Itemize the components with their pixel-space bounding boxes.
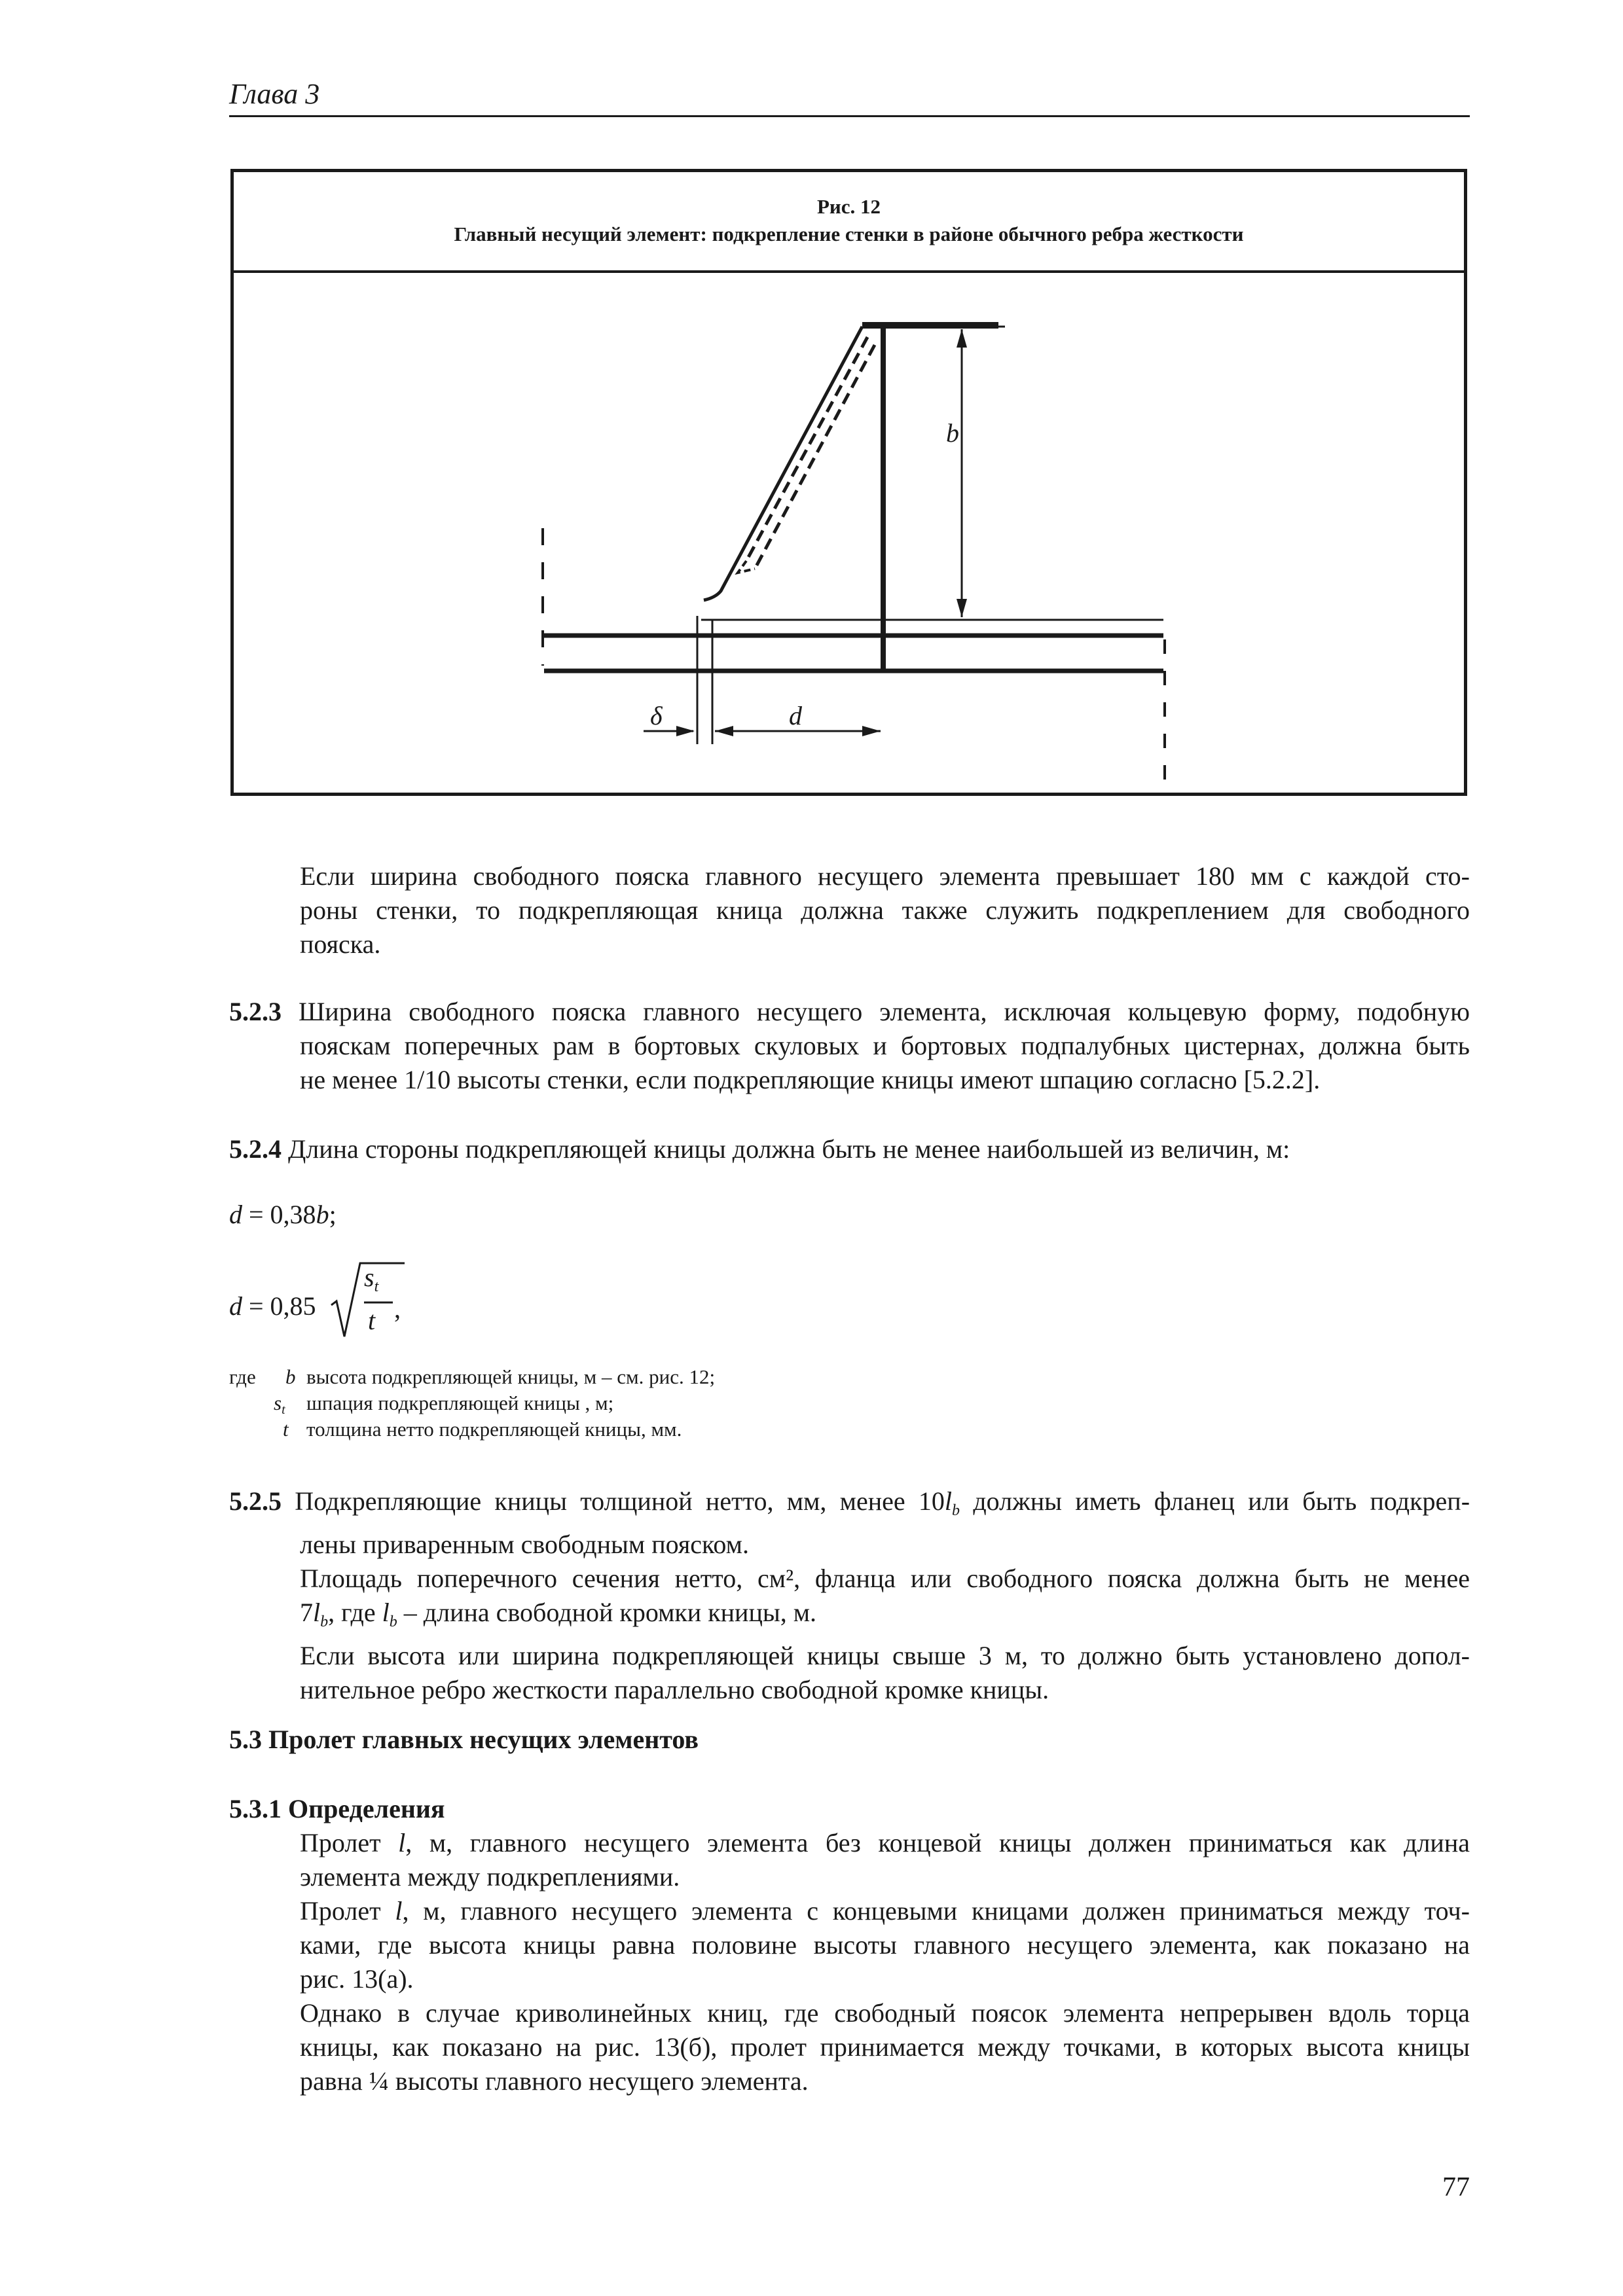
text-line: Если ширина свободного пояска главного несущего элемента превышает 180 мм с каждой сто- xyxy=(300,861,1470,891)
figure-title: Главный несущий элемент: подкрепление стенки в районе обычного ребра жесткости xyxy=(454,223,1244,245)
text-line: роны стенки, то подкрепляющая кница должна также служить подкреплением для свободного xyxy=(300,895,1470,925)
text-line: ками, где высота кницы равна половине высоты главного несущего элемента, как показано на xyxy=(300,1930,1470,1960)
where-row-b xyxy=(229,1364,884,1390)
formula-2 xyxy=(229,1289,316,1323)
section-number: 5.2.4 xyxy=(229,1134,282,1164)
formula-var: b xyxy=(316,1200,329,1229)
text-span: , м, главного несущего элемента с концевыми кницами должен приниматься между точ- xyxy=(402,1896,1470,1926)
section-heading-5-3-1: 5.3.1 Определения xyxy=(229,1794,445,1823)
formula-var: l xyxy=(313,1598,321,1627)
formula-sub: b xyxy=(320,1613,329,1630)
where-block xyxy=(229,1364,884,1443)
bracket-dashed-2 xyxy=(755,345,875,569)
b-arrow-bottom xyxy=(957,599,967,617)
where-text: высота подкрепляющей кницы, м – см. рис. 12; xyxy=(306,1365,716,1388)
formula-text: , xyxy=(394,1294,401,1323)
where-symbol: b xyxy=(285,1365,296,1388)
text-line: пояска. xyxy=(300,929,381,959)
chapter-title: Глава 3 xyxy=(229,78,320,110)
page-number: 77 xyxy=(1442,2172,1470,2202)
text-span: – длина свободной кромки кницы, м. xyxy=(397,1598,817,1627)
text-line xyxy=(229,1596,1470,1639)
text-line xyxy=(300,1894,1470,1928)
delta-arrow-head xyxy=(676,726,695,736)
where-row-t xyxy=(229,1416,884,1443)
where-row-s xyxy=(229,1390,884,1416)
text-span: Пролет xyxy=(300,1828,399,1857)
where-text: толщина нетто подкрепляющей кницы, мм. xyxy=(306,1418,682,1441)
formula-var: l xyxy=(944,1486,953,1516)
formula-text: ; xyxy=(329,1200,337,1229)
where-symbol-sub: t xyxy=(282,1403,285,1417)
formula-var: s xyxy=(364,1263,374,1292)
bracket-edge xyxy=(704,327,862,600)
text-line: Однако в случае криволинейных книц, где свободный поясок элемента непрерывен вдоль торца xyxy=(300,1998,1470,2028)
text-line xyxy=(300,1826,1470,1860)
text-span: Пролет xyxy=(300,1896,395,1926)
section-number: 5.2.3 xyxy=(229,997,282,1026)
formula-sub: b xyxy=(389,1613,397,1630)
section-number: 5.2.5 xyxy=(229,1486,282,1516)
text-span: Ширина свободного пояска главного несущего элемента, исключая кольцевую форму, подобную xyxy=(298,997,1470,1026)
text-line: рис. 13(а). xyxy=(300,1964,414,1994)
formula-var: l xyxy=(395,1896,403,1926)
bracket-dashed-end xyxy=(738,561,755,573)
text-line: не менее 1/10 высоты стенки, если подкрепляющие кницы имеют шпацию согласно [5.2.2]. xyxy=(300,1065,1321,1094)
text-line: Если высота или ширина подкрепляющей кницы свыше 3 м, то должно быть установлено допол- xyxy=(300,1641,1470,1670)
where-word: где xyxy=(229,1365,256,1388)
where-symbol-letter: s xyxy=(274,1391,282,1414)
header-rule xyxy=(229,115,1470,117)
b-arrow-top xyxy=(957,329,967,348)
paragraph-5-2-5 xyxy=(229,1484,1470,1707)
bracket-dashed-1 xyxy=(746,337,867,561)
figure-caption xyxy=(234,172,1464,273)
text-span: Подкрепляющие кницы толщиной нетто, мм, менее 10 xyxy=(295,1486,945,1516)
intro-paragraph xyxy=(300,859,1470,961)
bracket-diagram xyxy=(234,273,1464,793)
text-line: нительное ребро жесткости параллельно свободной кромке кницы. xyxy=(300,1675,1049,1704)
text-span: , где xyxy=(328,1598,382,1627)
text-line: кницы, как показано на рис. 13(б), пролет принимается между точками, в которых высота кницы xyxy=(300,2032,1470,2062)
text-line xyxy=(229,995,1470,1029)
text-line: лены приваренным свободным пояском. xyxy=(300,1530,749,1559)
label-d: d xyxy=(789,701,802,730)
formula-sub: b xyxy=(952,1502,960,1519)
formula-var: d xyxy=(229,1200,242,1229)
formula-var: l xyxy=(398,1828,406,1857)
formula-var: t xyxy=(368,1306,376,1335)
formula-sub: t xyxy=(374,1278,379,1295)
formula-var: d xyxy=(229,1291,242,1321)
label-b: b xyxy=(946,418,959,448)
d-arrow-right xyxy=(862,726,881,736)
formula-text: = 0,85 xyxy=(242,1291,316,1321)
figure-box xyxy=(230,169,1467,796)
d-arrow-left xyxy=(715,726,733,736)
text-span: должны иметь фланец или быть подкреп- xyxy=(960,1486,1470,1516)
text-span: 7 xyxy=(300,1598,313,1627)
formula-var: l xyxy=(382,1598,390,1627)
text-line: равна ¼ высоты главного несущего элемента. xyxy=(300,2066,809,2096)
where-text: шпация подкрепляющей кницы , м; xyxy=(306,1391,614,1414)
text-line: Площадь поперечного сечения нетто, см², фланца или свободного пояска должна быть не менее xyxy=(300,1564,1470,1593)
paragraph-5-3-1 xyxy=(300,1826,1470,2098)
section-heading-5-3: 5.3 Пролет главных несущих элементов xyxy=(229,1725,699,1754)
sqrt-denominator xyxy=(368,1306,375,1335)
text-line: элемента между подкреплениями. xyxy=(300,1862,680,1892)
text-line xyxy=(229,1132,1470,1166)
where-symbol: t xyxy=(283,1418,289,1441)
label-delta: δ xyxy=(650,701,663,730)
text-span: Длина стороны подкрепляющей кницы должна быть не менее наибольшей из величин, м: xyxy=(288,1134,1290,1164)
paragraph-5-2-4 xyxy=(229,1132,1470,1166)
text-line: пояскам поперечных рам в бортовых скуловых и бортовых подпалубных цистернах, должна быть xyxy=(300,1031,1470,1060)
formula-text: = 0,38 xyxy=(242,1200,316,1229)
text-line xyxy=(229,1484,1470,1528)
text-span: , м, главного несущего элемента без концевой кницы должен приниматься как длина xyxy=(405,1828,1470,1857)
paragraph-5-2-3 xyxy=(229,995,1470,1097)
sqrt-numerator xyxy=(364,1263,378,1301)
figure-number: Рис. 12 xyxy=(816,195,881,218)
formula-1 xyxy=(229,1198,337,1232)
formula-2-end xyxy=(394,1292,401,1326)
